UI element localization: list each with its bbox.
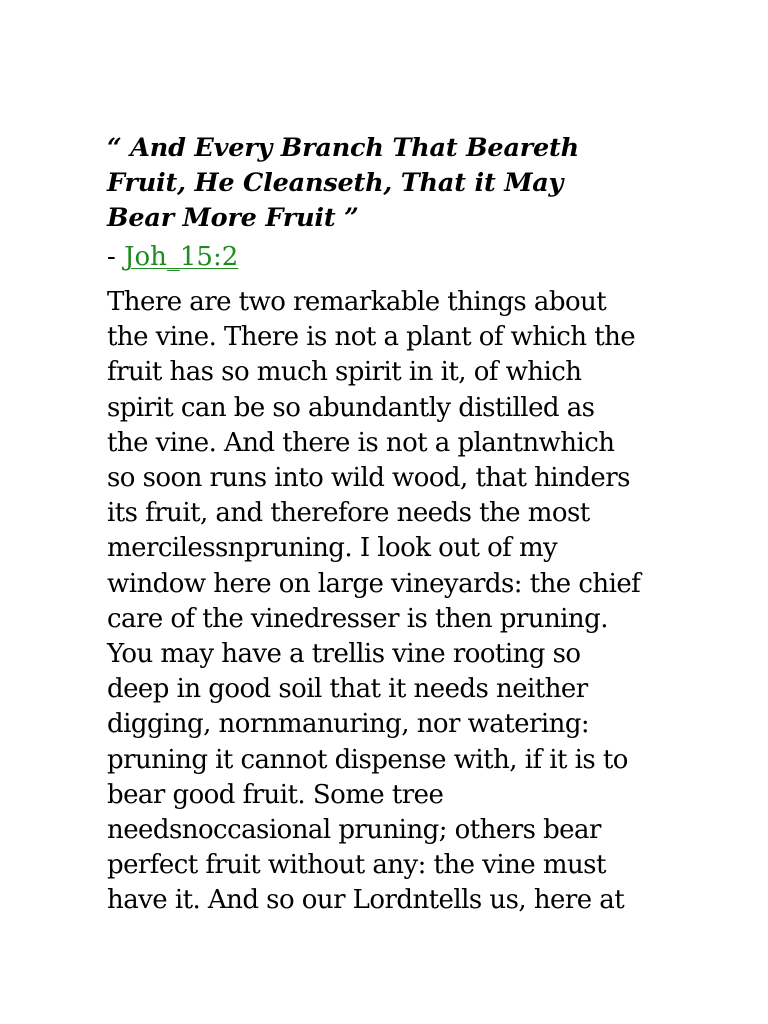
heading-line: “ And Every Branch That Beareth	[107, 133, 579, 163]
body-line: digging, nornmanuring, nor watering:	[107, 709, 590, 740]
reference-link[interactable]: Joh_15:2	[124, 242, 239, 272]
body-line: deep in good soil that it needs neither	[107, 674, 588, 705]
body-paragraph	[107, 285, 667, 919]
body-line: You may have a trellis vine rooting so	[107, 639, 581, 670]
body-line: bear good fruit. Some tree	[107, 779, 444, 810]
body-line: its fruit, and therefore needs the most	[107, 498, 590, 529]
body-line: care of the vinedresser is then pruning.	[107, 603, 608, 634]
body-line: spirit can be so abundantly distilled as	[107, 392, 595, 423]
body-line: fruit has so much spirit in it, of which	[107, 357, 582, 388]
body-line: There are two remarkable things about	[107, 287, 607, 317]
body-line: pruning it cannot dispense with, if it is to	[107, 744, 628, 775]
body-line: needsnoccasional pruning; others bear	[107, 815, 601, 846]
body-line: so soon runs into wild wood, that hinders	[107, 463, 630, 494]
body-line: window here on large vineyards: the chief	[107, 568, 641, 599]
heading-line: Fruit, He Cleanseth, That it May	[107, 168, 564, 198]
reference-prefix: -	[107, 242, 125, 272]
document-page	[107, 131, 667, 919]
body-line: perfect fruit without any: the vine must	[107, 850, 606, 881]
body-line: mercilessnpruning. I look out of my	[107, 533, 558, 564]
body-line: the vine. There is not a plant of which the	[107, 322, 636, 353]
verse-heading	[107, 131, 667, 236]
heading-line: Bear More Fruit ”	[107, 203, 359, 233]
body-line: have it. And so our Lordntells us, here at	[107, 885, 625, 916]
scripture-reference	[107, 240, 667, 275]
body-line: the vine. And there is not a plantnwhich	[107, 427, 615, 458]
